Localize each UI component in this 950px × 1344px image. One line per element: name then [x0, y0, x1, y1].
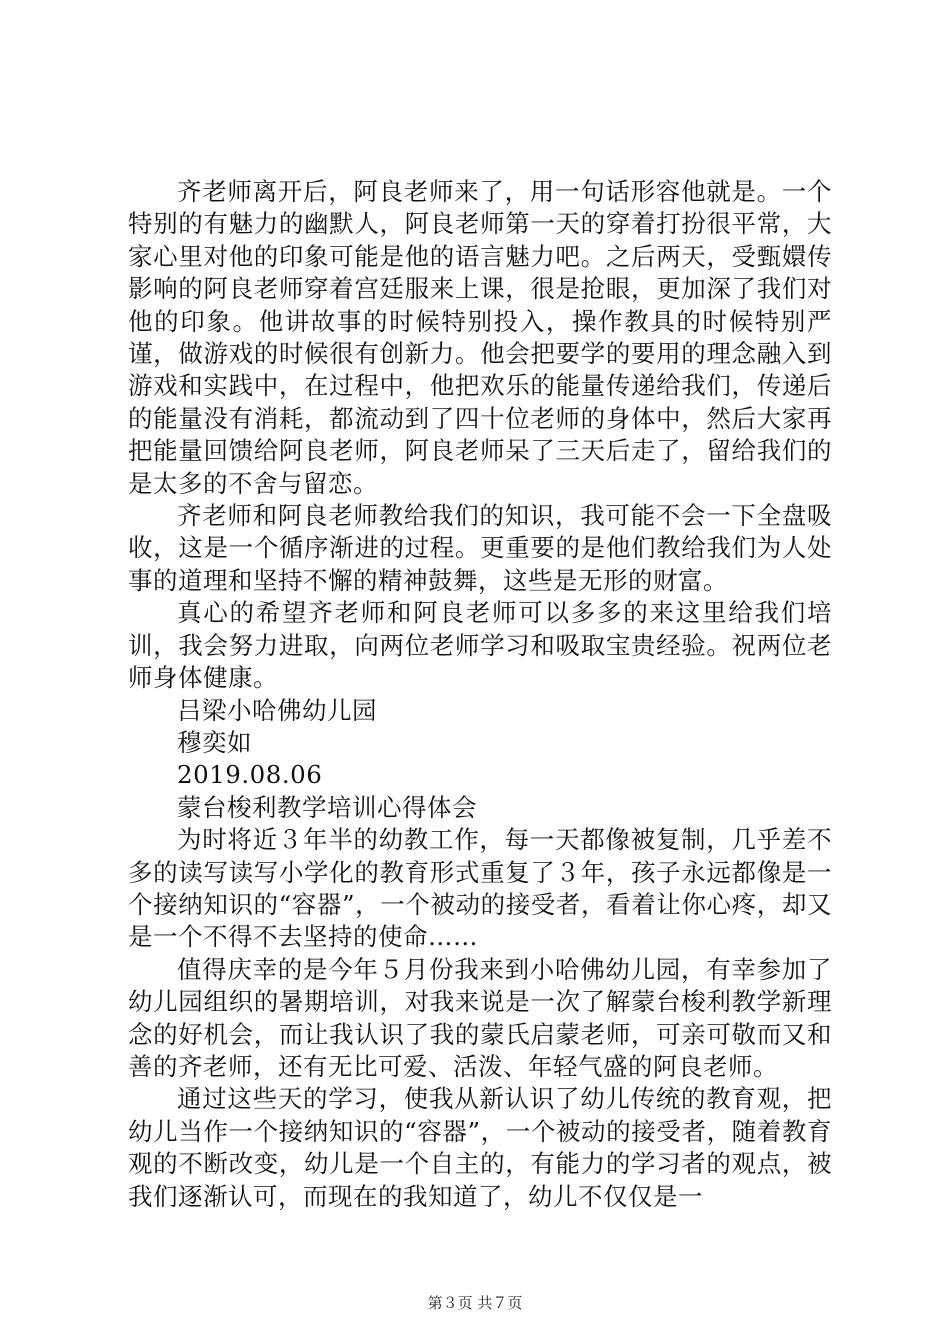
- signature-date: 2019.08.06: [177, 760, 323, 790]
- paragraph: 齐老师离开后，阿良老师来了，用一句话形容他就是。一个特别的有魅力的幽默人，阿良老师第一天的穿着打扮很平常，大家心里对他的印象可能是他的语言魅力吧。之后两天，受甄嬛传影响的阿良老师穿着宫廷服来上课，很是抢眼，更加深了我们对他的印象。他讲故事的时候特别投入，操作教具的时候特别严谨，做游戏的时候很有创新力。他会把要学的要用的理念融入到游戏和实践中，在过程中，他把欢乐的能量传递给我们，传递后的能量没有消耗，都流动到了四十位老师的身体中，然后大家再把能量回馈给阿良老师，阿良老师呆了三天后走了，留给我们的是太多的不舍与留恋。: [128, 177, 832, 498]
- signature-author: 穆奕如: [177, 727, 252, 757]
- paragraph: 真心的希望齐老师和阿良老师可以多多的来这里给我们培训，我会努力进取，向两位老师学习和吸取宝贵经验。祝两位老师身体健康。: [128, 598, 832, 693]
- signature-organization: 吕梁小哈佛幼儿园: [177, 695, 377, 725]
- paragraph: 通过这些天的学习，使我从新认识了幼儿传统的教育观，把幼儿当作一个接纳知识的“容器”，一个被动的接受者，随着教育观的不断改变，幼儿是一个自主的，有能力的学习者的观点，被我们逐渐认可，而现在的我知道了，幼儿不仅仅是一: [128, 1084, 832, 1211]
- document-body: [128, 176, 832, 1213]
- article-title: 蒙台梭利教学培训心得体会: [177, 792, 477, 822]
- paragraph: 齐老师和阿良老师教给我们的知识，我可能不会一下全盘吸收，这是一个循序渐进的过程。更重要的是他们教给我们为人处事的道理和坚持不懈的精神鼓舞，这些是无形的财富。: [128, 501, 832, 595]
- paragraph: 值得庆幸的是今年５月份我来到小哈佛幼儿园，有幸参加了幼儿园组织的暑期培训，对我来说是一次了解蒙台梭利教学新理念的好机会，而让我认识了我的蒙氏启蒙老师，可亲可敬而又和善的齐老师，还有无比可爱、活泼、年轻气盛的阿良老师。: [128, 954, 832, 1081]
- page-number: 第３页 共７页: [427, 1294, 523, 1312]
- paragraph: 为时将近３年半的幼教工作，每一天都像被复制，几乎差不多的读写读写小学化的教育形式重复了３年，孩子永远都像是一个接纳知识的“容器”，一个被动的接受者，看着让你心疼，却又是一个不得不去坚持的使命……: [128, 825, 832, 952]
